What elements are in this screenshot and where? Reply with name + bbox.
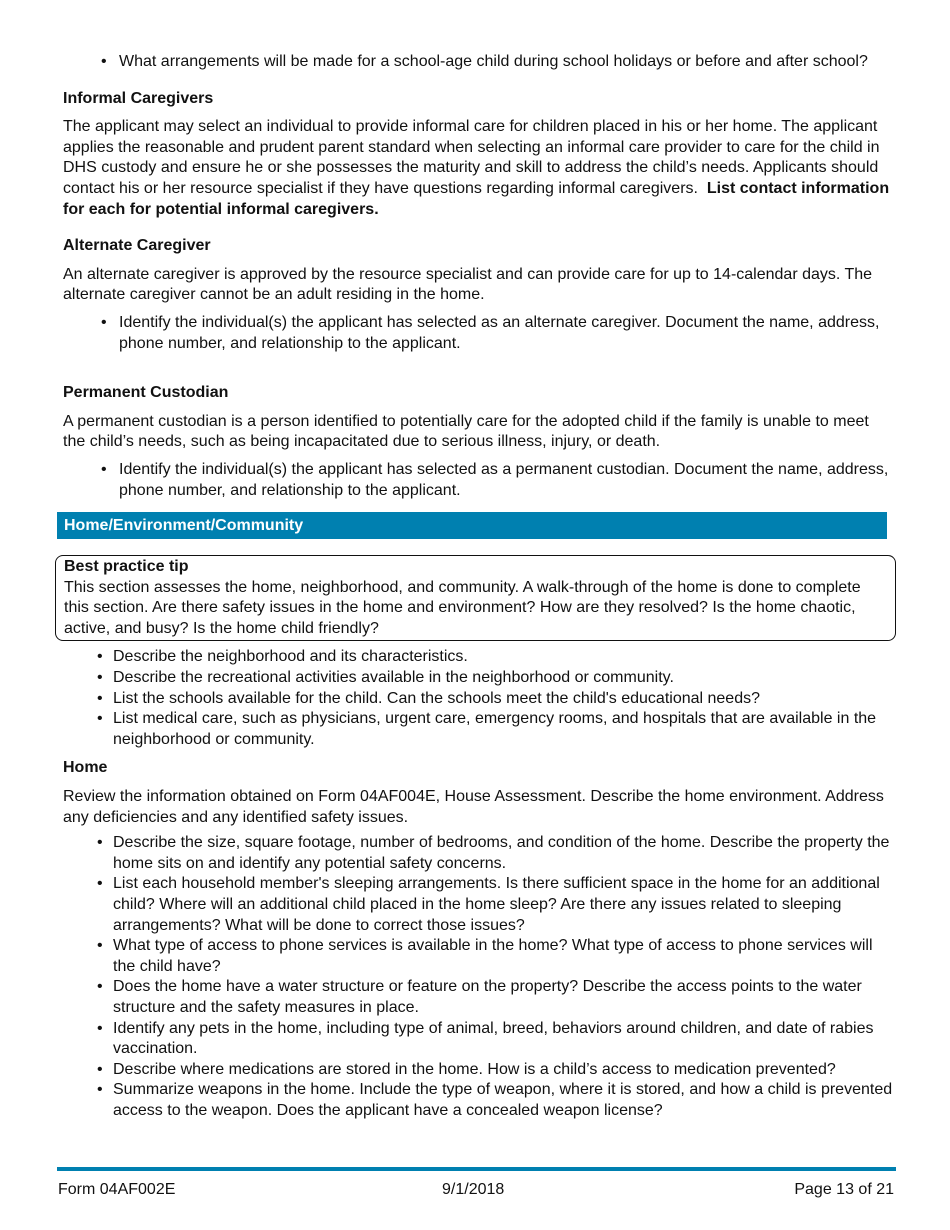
alternate-caregiver-heading: Alternate Caregiver xyxy=(63,237,211,255)
list-item: • Identify any pets in the home, including type of animal, breed, behaviors around children, and date of rabies vaccination. xyxy=(63,1019,893,1060)
permanent-bullet-list xyxy=(63,460,893,501)
alternate-bullet-list xyxy=(63,313,893,354)
footer-date: 9/1/2018 xyxy=(442,1181,505,1198)
best-practice-tip-box xyxy=(55,555,896,641)
informal-caregivers-heading: Informal Caregivers xyxy=(63,89,214,107)
informal-caregivers-body xyxy=(63,117,893,220)
page-footer xyxy=(58,1180,894,1202)
list-item: • List medical care, such as physicians, urgent care, emergency rooms, and hospitals that are available in the neighborhood or community. xyxy=(63,709,893,750)
permanent-custodian-body: A permanent custodian is a person identified to potentially care for the adopted child if the family is unable to meet the child’s needs, such as being incapacitated due to serious illness, injury, or death. xyxy=(63,412,869,451)
list-item: • List each household member's sleeping arrangements. Is there sufficient space in the home for an additional child? Where will an additional child placed in the home sleep? Are there any issues related to sleeping arrangements? What will be done to correct those issues? xyxy=(63,874,893,936)
footer-rule xyxy=(57,1167,896,1171)
alternate-caregiver-body: An alternate caregiver is approved by the resource specialist and can provide care for up to 14-calendar days. The alternate caregiver cannot be an adult residing in the home. xyxy=(63,265,873,304)
intro-bullet-list xyxy=(63,52,893,73)
section-header-band: Home/Environment/Community xyxy=(57,512,887,539)
community-bullet-list xyxy=(63,647,893,750)
permanent-custodian-heading: Permanent Custodian xyxy=(63,384,229,402)
list-item: • Summarize weapons in the home. Include the type of weapon, where it is stored, and how a child is prevented access to the weapon. Does the applicant have a concealed weapon license? xyxy=(63,1080,893,1121)
informal-bold-instruction: List contact information for each for potential informal caregivers. xyxy=(63,179,890,218)
home-heading: Home xyxy=(63,759,108,777)
list-item: • What type of access to phone services is available in the home? What type of access to phone services will the child have? xyxy=(63,936,893,977)
list-item: • Describe where medications are stored in the home. How is a child’s access to medication prevented? xyxy=(63,1060,893,1081)
list-item: • Describe the size, square footage, number of bedrooms, and condition of the home. Describe the property the home sits on and identify any potential safety concerns. xyxy=(63,833,893,874)
home-body: Review the information obtained on Form 04AF004E, House Assessment. Describe the home environment. Address any deficiencies and any identified safety issues. xyxy=(63,788,884,826)
list-item: • Identify the individual(s) the applicant has selected as a permanent custodian. Document the name, address, phone number, and relationship to the applicant. xyxy=(63,460,893,501)
tip-body: This section assesses the home, neighborhood, and community. A walk-through of the home is done to complete this section. Are there safety issues in the home and environment? How are they resolved? Is the home chaotic, active, and busy? Is the home child friendly? xyxy=(64,578,861,637)
list-item: • Identify the individual(s) the applicant has selected as an alternate caregiver. Document the name, address, phone number, and relationship to the applicant. xyxy=(63,313,893,354)
document-page xyxy=(63,52,893,1122)
list-item: • Describe the recreational activities available in the neighborhood or community. xyxy=(63,668,893,689)
tip-title: Best practice tip xyxy=(64,558,189,576)
footer-page-number: Page 13 of 21 xyxy=(794,1181,894,1198)
list-item: • What arrangements will be made for a school-age child during school holidays or before and after school? xyxy=(63,52,893,73)
footer-form-number: Form 04AF002E xyxy=(58,1181,176,1198)
home-bullet-list xyxy=(63,833,893,1121)
list-item: • List the schools available for the child. Can the schools meet the child's educational needs? xyxy=(63,689,893,710)
list-item: • Does the home have a water structure or feature on the property? Describe the access points to the water structure and the safety measures in place. xyxy=(63,977,893,1018)
informal-body-text: The applicant may select an individual to provide informal care for children placed in his or her home. The applicant applies the reasonable and prudent parent standard when selecting an informal care provider to care for the child in DHS custody and ensure he or she possesses the maturity and skill to address the child’s needs. Applicants should contact his or her resource specialist if they have questions regarding informal caregivers. xyxy=(63,118,880,197)
list-item: • Describe the neighborhood and its characteristics. xyxy=(63,647,893,668)
